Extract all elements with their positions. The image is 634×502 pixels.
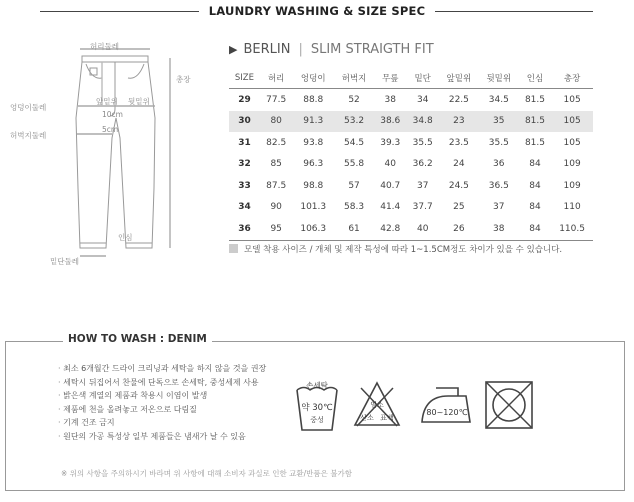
table-cell: 81.5 (524, 94, 545, 105)
table-cell: 40 (384, 159, 396, 170)
table-cell: 40 (406, 218, 438, 240)
table-cell: 91.3 (292, 111, 334, 133)
no-tumble-dry-icon (484, 380, 534, 430)
table-cell: 34 (238, 202, 251, 213)
wash-tips (58, 363, 266, 445)
table-cell: 42.8 (374, 218, 406, 240)
table-cell: 22.5 (448, 94, 469, 105)
col-header: 밑단 (406, 68, 438, 89)
hand-wash-top-label: 손세탁 (306, 381, 328, 390)
hand-wash-temp-label: 약 30℃ (301, 403, 333, 413)
col-header: 허벅지 (334, 68, 374, 89)
fit-name: SLIM STRAIGTH FIT (310, 42, 434, 57)
table-cell: 84 (529, 202, 541, 213)
model-heading (229, 42, 434, 57)
list-item: · 원단의 가공 특성상 일부 제품들은 냄새가 날 수 있음 (58, 431, 266, 445)
table-cell: 110 (563, 202, 581, 213)
table-cell: 34.5 (488, 94, 509, 105)
iron-icon (418, 382, 474, 428)
hem-label: 밑단둘레 (50, 257, 79, 266)
table-cell: 23.5 (448, 137, 469, 148)
table-cell: 54.5 (344, 137, 365, 148)
table-row (229, 218, 593, 240)
col-header: 무릎 (374, 68, 406, 89)
table-cell: 32 (238, 159, 251, 170)
table-cell: 34 (416, 94, 429, 105)
table-cell: 52 (348, 94, 360, 105)
table-cell: 24.5 (448, 180, 469, 191)
hand-wash-bottom-label: 중성 (310, 416, 324, 424)
bleach-top-label: 염소 (370, 401, 384, 409)
table-cell: 53.2 (334, 111, 374, 133)
list-item: · 최소 6개월간 드라이 크리닝과 세탁을 하지 않을 것을 권장 (58, 363, 266, 377)
table-cell: 96.3 (303, 159, 324, 170)
table-cell: 106.3 (292, 218, 334, 240)
table-cell: 33 (238, 180, 251, 191)
table-cell: 109 (563, 180, 581, 191)
table-cell: 61 (334, 218, 374, 240)
table-cell: 84 (519, 218, 551, 240)
table-cell: 57 (348, 180, 360, 191)
table-cell: 41.4 (380, 202, 401, 213)
table-cell: 24 (453, 159, 465, 170)
col-header: 앞밑위 (439, 68, 479, 89)
table-cell: 23 (439, 111, 479, 133)
inseam-label: 인심 (118, 233, 133, 242)
table-cell: 31 (238, 137, 251, 148)
table-cell: 39.3 (380, 137, 401, 148)
table-cell: 90 (270, 202, 282, 213)
jeans-outline-icon (30, 38, 200, 268)
table-cell: 77.5 (266, 94, 287, 105)
no-bleach-icon (352, 380, 402, 430)
col-header: 인심 (519, 68, 551, 89)
table-cell: 25 (453, 202, 465, 213)
wash-title: HOW TO WASH : DENIM (63, 333, 212, 345)
col-header: 뒷밑위 (479, 68, 519, 89)
table-cell: 87.5 (266, 180, 287, 191)
model-separator: | (298, 42, 303, 57)
table-cell: 37 (493, 202, 505, 213)
table-cell: 38 (479, 218, 519, 240)
wash-disclaimer: ※ 위의 사항을 주의하시기 바라며 위 사항에 대해 소비자 과실로 인한 교환/반품은 불가함 (61, 469, 352, 478)
iron-temp-label: 80~120℃ (426, 408, 468, 417)
table-cell: 82.5 (266, 137, 287, 148)
table-cell: 101.3 (300, 202, 327, 213)
size-table-header (229, 68, 593, 89)
front-rise-label: 앞밑위 (96, 97, 118, 106)
table-row (229, 154, 593, 176)
table-cell: 35.5 (412, 137, 433, 148)
table-cell: 98.8 (303, 180, 324, 191)
size-table (229, 68, 593, 241)
list-item: · 세탁시 뒤집어서 찬물에 단독으로 손세탁, 중성세제 사용 (58, 377, 266, 391)
jeans-diagram (10, 38, 200, 272)
table-cell: 26 (439, 218, 479, 240)
col-header: 엉덩이 (292, 68, 334, 89)
m5-label: 5cm (102, 125, 119, 134)
table-cell: 37.7 (412, 202, 433, 213)
table-row (229, 132, 593, 154)
table-cell: 35.5 (488, 137, 509, 148)
table-cell: 105 (551, 111, 593, 133)
model-name: BERLIN (243, 42, 291, 57)
table-cell: 35 (479, 111, 519, 133)
m10-label: 10cm (102, 110, 123, 119)
page-title: LAUNDRY WASHING & SIZE SPEC (0, 4, 634, 18)
table-cell: 84 (529, 180, 541, 191)
table-cell: 58.3 (344, 202, 365, 213)
size-note (229, 243, 562, 255)
col-header: 총장 (551, 68, 593, 89)
note-square-icon (229, 244, 238, 253)
table-cell: 36 (493, 159, 505, 170)
table-cell: 55.8 (344, 159, 365, 170)
list-item: · 기계 건조 금지 (58, 417, 266, 431)
table-cell: 36 (229, 218, 260, 240)
table-cell: 36.2 (412, 159, 433, 170)
length-label: 총장 (176, 75, 191, 84)
table-cell: 81.5 (524, 137, 545, 148)
bleach-right-label: 표백 (380, 414, 394, 422)
table-cell: 110.5 (551, 218, 593, 240)
size-note-text: 모델 착용 사이즈 / 개체 및 제작 특성에 따라 1~1.5CM정도 차이가 있을 수 있습니다. (244, 245, 563, 255)
back-rise-label: 뒷밑위 (128, 97, 150, 106)
table-row (229, 197, 593, 219)
table-cell: 84 (529, 159, 541, 170)
table-row-highlighted (229, 111, 593, 133)
table-cell: 81.5 (519, 111, 551, 133)
table-cell: 37 (416, 180, 429, 191)
table-cell: 105 (563, 94, 581, 105)
list-item: · 제품에 천을 올려놓고 저온으로 다림질 (58, 404, 266, 418)
table-cell: 34.8 (406, 111, 438, 133)
table-cell: 93.8 (303, 137, 324, 148)
table-cell: 95 (260, 218, 292, 240)
thigh-label: 허벅지둘레 (10, 131, 47, 140)
table-cell: 85 (270, 159, 282, 170)
table-cell: 109 (563, 159, 581, 170)
table-cell: 40.7 (380, 180, 401, 191)
hip-label: 엉덩이둘레 (10, 103, 47, 112)
table-row (229, 175, 593, 197)
bleach-left-label: 산소 (360, 414, 374, 422)
table-cell: 36.5 (488, 180, 509, 191)
table-cell: 38.6 (374, 111, 406, 133)
waist-label: 허리둘레 (90, 42, 119, 51)
table-row (229, 89, 593, 111)
table-cell: 29 (238, 94, 251, 105)
col-header: SIZE (229, 68, 260, 89)
table-cell: 88.8 (303, 94, 324, 105)
hand-wash-icon (294, 378, 340, 434)
play-triangle-icon: ▶ (229, 43, 238, 56)
col-header: 허리 (260, 68, 292, 89)
table-cell: 105 (563, 137, 581, 148)
table-cell: 30 (229, 111, 260, 133)
table-cell: 80 (260, 111, 292, 133)
list-item: · 밝은색 계열의 제품과 착용시 이염이 발생 (58, 390, 266, 404)
table-cell: 38 (384, 94, 396, 105)
